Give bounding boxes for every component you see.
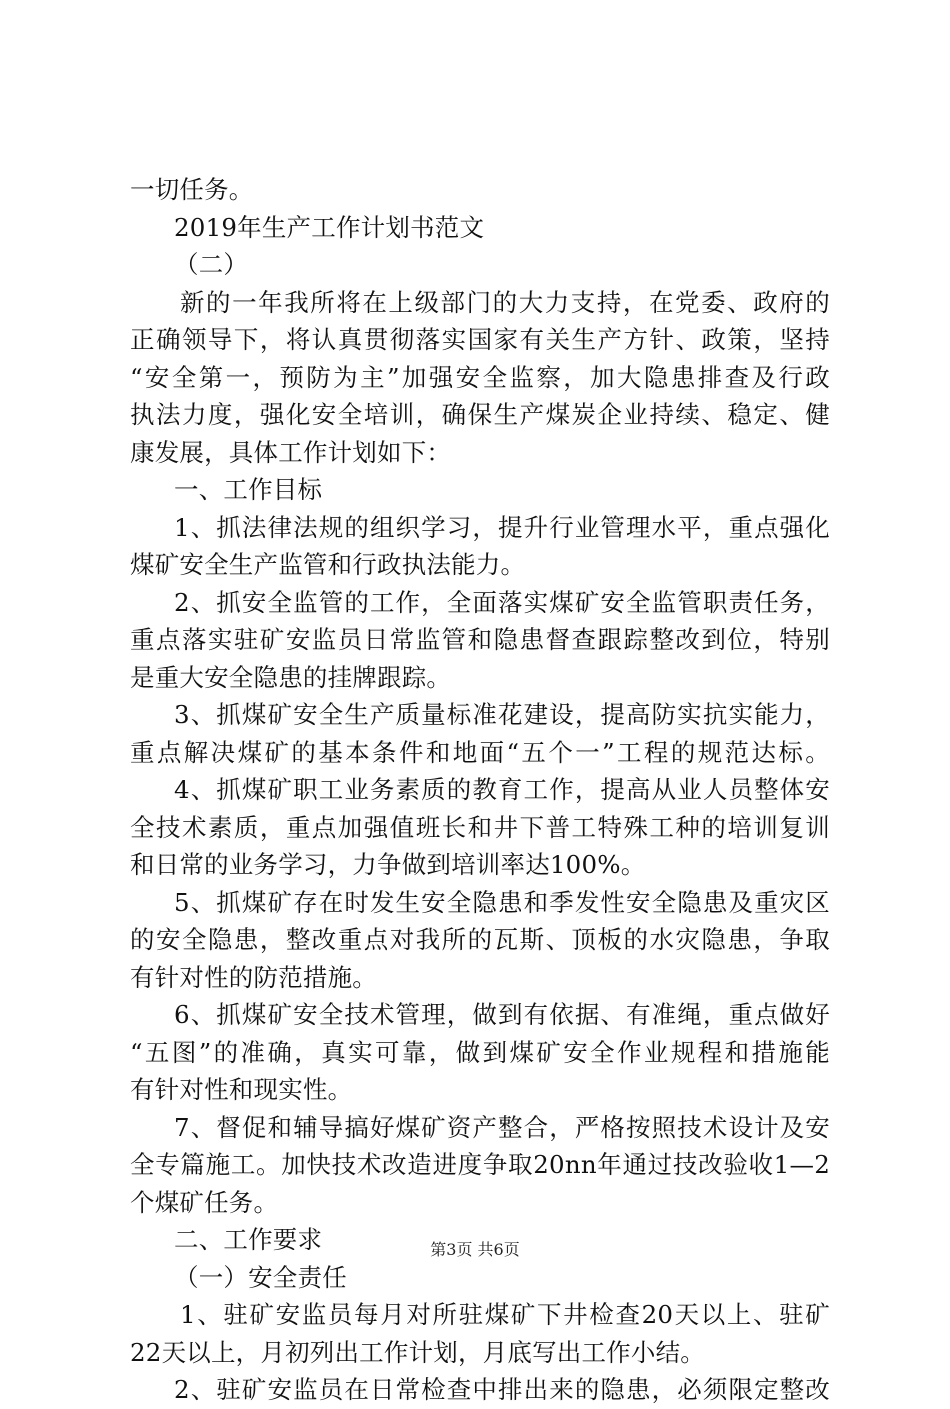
text-line: 有针对性的防范措施。	[130, 962, 377, 992]
text-line: 是重大安全隐患的挂牌跟踪。	[130, 662, 452, 692]
text-line: 全技术素质，重点加强值班长和井下普工特殊工种的培训复训	[130, 812, 830, 842]
text-line: 6、抓煤矿安全技术管理，做到有依据、有准绳，重点做好	[174, 1000, 830, 1029]
text-line: “五图”的准确，真实可靠，做到煤矿安全作业规程和措施能	[130, 1037, 830, 1067]
text-line: 和日常的业务学习，力争做到培训率达100%。	[130, 850, 646, 879]
text-line: （二）	[174, 250, 249, 279]
page-footer: 第3页 共6页	[430, 1240, 520, 1259]
text-line: 2、抓安全监管的工作，全面落实煤矿安全监管职责任务，	[174, 587, 830, 617]
text-line: 全专篇施工。加快技术改造进度争取20nn年通过技改验收1—2	[130, 1150, 830, 1179]
text-line: 康发展，具体工作计划如下：	[130, 437, 452, 467]
text-line: 2019年生产工作计划书范文	[174, 212, 485, 242]
text-line: 一切任务。	[130, 175, 254, 204]
text-line: （一）安全责任	[174, 1262, 347, 1292]
text-line: 4、抓煤矿职工业务素质的教育工作，提高从业人员整体安	[174, 775, 830, 804]
text-line: 重点解决煤矿的基本条件和地面“五个一”工程的规范达标。	[130, 737, 830, 767]
text-line: 重点落实驻矿安监员日常监管和隐患督查跟踪整改到位，特别	[130, 625, 830, 654]
text-line: 个煤矿任务。	[130, 1187, 279, 1217]
text-line: 1、驻矿安监员每月对所驻煤矿下井检查20天以上、驻矿	[180, 1300, 830, 1329]
text-line: 22天以上，月初列出工作计划，月底写出工作小结。	[130, 1337, 705, 1367]
text-line: 3、抓煤矿安全生产质量标准花建设，提高防实抗实能力，	[174, 700, 830, 729]
text-line: 1、抓法律法规的组织学习，提升行业管理水平，重点强化	[174, 512, 830, 542]
text-line: 正确领导下，将认真贯彻落实国家有关生产方针、政策，坚持	[130, 325, 830, 354]
text-line: 一、工作目标	[174, 475, 323, 504]
text-line: 7、督促和辅导搞好煤矿资产整合，严格按照技术设计及安	[174, 1112, 830, 1142]
text-line: 执法力度，强化安全培训，确保生产煤炭企业持续、稳定、健	[130, 400, 830, 429]
text-line: 新的一年我所将在上级部门的大力支持，在党委、政府的	[180, 287, 830, 317]
text-line: 5、抓煤矿存在时发生安全隐患和季发性安全隐患及重灾区	[174, 887, 830, 917]
text-line: 的安全隐患，整改重点对我所的瓦斯、顶板的水灾隐患，争取	[130, 925, 830, 954]
document-body	[130, 171, 830, 1409]
text-line: 2、驻矿安监员在日常检查中排出来的隐患，必须限定整改	[174, 1375, 830, 1404]
text-line: “安全第一，预防为主”加强安全监察，加大隐患排查及行政	[130, 362, 830, 392]
text-line: 二、工作要求	[174, 1225, 323, 1254]
text-line: 煤矿安全生产监管和行政执法能力。	[130, 550, 526, 579]
text-line: 有针对性和现实性。	[130, 1075, 353, 1104]
